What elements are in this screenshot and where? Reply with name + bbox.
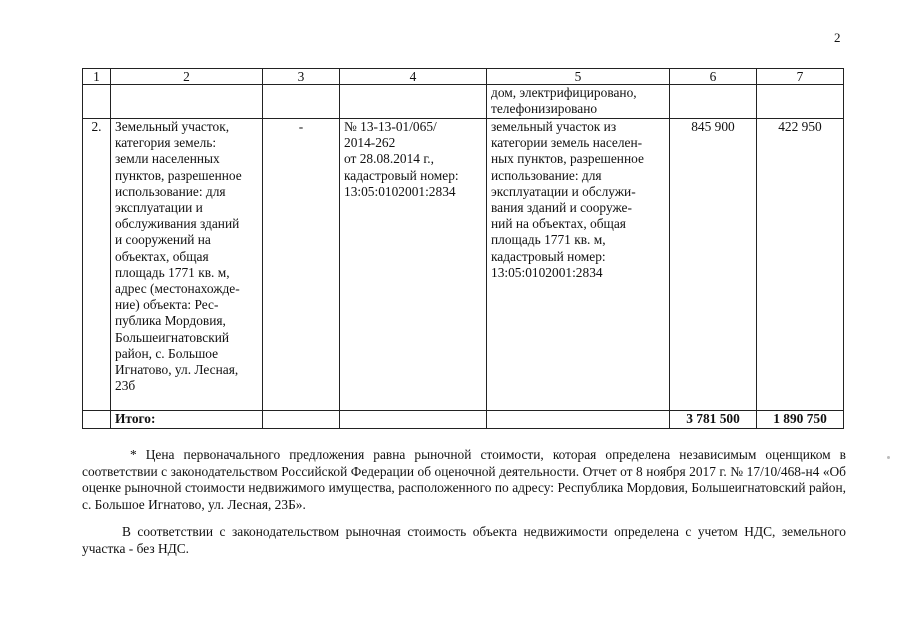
table-cell — [111, 85, 263, 119]
header-cell: 4 — [340, 69, 487, 85]
table-cell — [487, 411, 670, 429]
object-description-continued: дом, электрифицировано, телефонизировано — [487, 85, 670, 119]
header-cell: 2 — [111, 69, 263, 85]
header-cell: 1 — [83, 69, 111, 85]
total-row — [83, 411, 844, 429]
table-cell — [83, 85, 111, 119]
vat-paragraph: В соответствии с законодательством рыночная стоимость объекта недвижимости определена с учетом НДС, земельного участка - без НДС. — [82, 524, 846, 556]
encumbrance-cell: - — [263, 119, 340, 411]
total-price: 3 781 500 — [670, 411, 757, 429]
header-cell: 3 — [263, 69, 340, 85]
table-cell — [340, 85, 487, 119]
table-cell — [340, 411, 487, 429]
table-cell — [83, 411, 111, 429]
table-cell — [757, 85, 844, 119]
object-description-cell: земельный участок из категории земель населен- ных пунктов, разрешенное использование: для эксплуатации и обслужи- вания зданий и сооруже- ний на объектах, общая площадь 1771 кв. м, кадастровый номер: 13:05:0102001:2834 — [487, 119, 670, 411]
notes-section — [82, 447, 846, 558]
page-number: 2 — [834, 30, 841, 45]
price-cell: 845 900 — [670, 119, 757, 411]
footnote-paragraph: * Цена первоначального предложения равна рыночной стоимости, которая определена независимым оценщиком в соответствии с законодательством Российской Федерации об оценочной деятельности. Отчет от 8 ноября 2017 г. № 17/10/468-н4 «Об оценке рыночной стоимости недвижимого имущества, расположенного по адресу: Республика Мордовия, Большеигнатовский район, с. Большое Игнатово, ул. Лесная, 23Б». — [82, 447, 846, 512]
header-cell: 7 — [757, 69, 844, 85]
table-row-2 — [83, 119, 844, 411]
property-table — [82, 68, 844, 429]
row-number: 2. — [83, 119, 111, 411]
total-label: Итого: — [111, 411, 263, 429]
table-cell — [670, 85, 757, 119]
table-row-continuation — [83, 85, 844, 119]
table-header-row — [83, 69, 844, 85]
header-cell: 6 — [670, 69, 757, 85]
table-cell — [263, 85, 340, 119]
table-cell — [263, 411, 340, 429]
deposit-cell: 422 950 — [757, 119, 844, 411]
header-cell: 5 — [487, 69, 670, 85]
object-name-cell: Земельный участок, категория земель: земли населенных пунктов, разрешенное использование: для эксплуатации и обслуживания зданий и сооружений на объектах, общая площадь 1771 кв. м, адрес (местонахожде- ние) объекта: Рес- публика Мордовия, Большеигнатовский район, с. Большое Игнатово, ул. Лесная, 23б — [111, 119, 263, 411]
total-deposit: 1 890 750 — [757, 411, 844, 429]
registration-cell: № 13-13-01/065/ 2014-262 от 28.08.2014 г., кадастровый номер: 13:05:0102001:2834 — [340, 119, 487, 411]
scan-speck — [887, 456, 890, 459]
